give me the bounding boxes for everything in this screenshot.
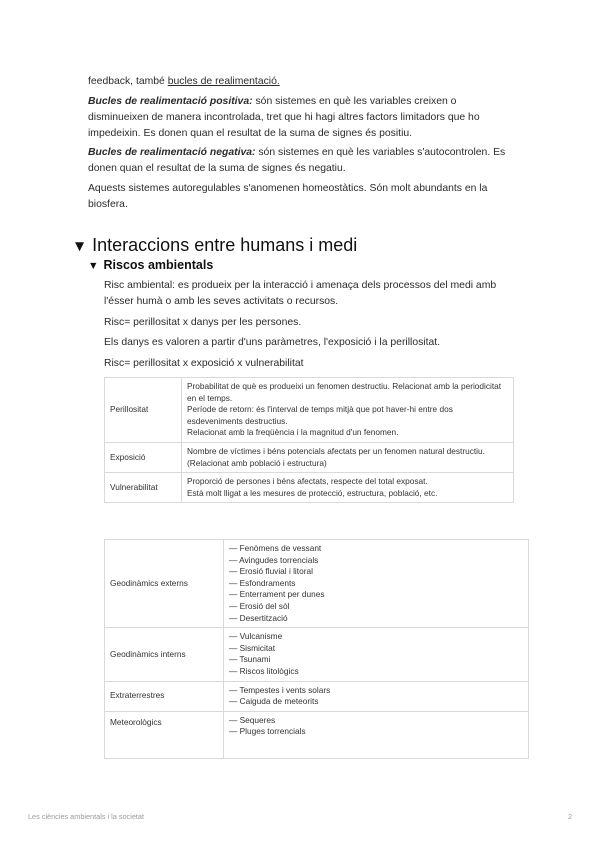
description-line: Probabilitat de què es produeixi un fenomen destructiu. Relacionat amb la periodicitat en el temps. [187, 381, 502, 403]
list-item: — Avingudes torrencials [229, 554, 319, 565]
description-line: Proporció de persones i béns afectats, respecte del total exposat. [187, 476, 428, 487]
table-cell-label: Geodinàmics externs [105, 540, 224, 628]
footer-page-number: 2 [567, 812, 572, 821]
description-line: (Relacionat amb població i estructura) [187, 457, 327, 468]
list-item: — Tempestes i vents solars [229, 684, 331, 695]
intro-line-text: feedback, també [88, 76, 168, 87]
table-cell-description [182, 473, 514, 503]
table-cell-label: Exposició [105, 442, 182, 472]
feedback-loops-link[interactable]: bucles de realimentació. [167, 76, 280, 87]
collapse-triangle-icon[interactable]: ▼ [88, 260, 99, 272]
description-line: Nombre de víctimes i béns potencials afectats per un fenomen natural destructiu. [187, 445, 485, 456]
table-row [105, 540, 529, 628]
list-item: — Vulcanisme [229, 631, 283, 642]
risk-definition-paragraph: Risc ambiental: es produeix per la interacció i amenaça dels processos del medi amb l'ésser humà o amb les seves activitats o recursos. [104, 280, 497, 307]
list-item: — Tsunami [229, 654, 271, 665]
list-item: — Sequeres [229, 714, 276, 725]
list-item: — Erosió fluvial i litoral [229, 566, 313, 577]
section-title: Interaccions entre humans i medi [92, 235, 358, 255]
subsection-title: Riscos ambientals [103, 258, 214, 272]
table-cell-label: Geodinàmics interns [105, 628, 224, 681]
damage-parameters-paragraph: Els danys es valoren a partir d'uns paràmetres, l'exposició i la perillositat. [104, 337, 441, 348]
table-row [105, 378, 514, 443]
list-item: — Esfondraments [229, 577, 296, 588]
intro-line [88, 74, 513, 90]
table-row [105, 442, 514, 472]
table-cell-label: Perillositat [105, 378, 182, 443]
list-item: — Desertització [229, 612, 288, 623]
homeostatic-paragraph: Aquests sistemes autoregulables s'anomenen homeostàtics. Són molt abundants en la biosfera. [88, 183, 488, 210]
table-cell-items [224, 540, 529, 628]
list-item: — Enterrament per dunes [229, 589, 325, 600]
description-line: Relacionat amb la freqüència i la magnitud d'un fenomen. [187, 427, 399, 438]
negative-feedback-paragraph [88, 145, 520, 177]
table-cell-label: Vulnerabilitat [105, 473, 182, 503]
table-row [105, 711, 529, 758]
positive-feedback-definition: són sistemes en què les variables creixen o disminueixen de manera incontrolada, tret que hi hagi altres factors limitadors que ho impedeixin. Es donen quan el resultat de la suma de signes és positiu. [88, 96, 480, 139]
positive-feedback-term: Bucles de realimentació positiva: [88, 96, 253, 107]
list-item: — Sismicitat [229, 642, 276, 653]
description-line: Període de retorn: és l'interval de temps mitjà que pot haver-hi entre dos esdeveniments destructius. [187, 404, 453, 426]
table-cell-items [224, 711, 529, 758]
table-cell-items [224, 628, 529, 681]
list-item: — Erosió del sòl [229, 600, 290, 611]
table-row [105, 628, 529, 681]
negative-feedback-term: Bucles de realimentació negativa: [88, 147, 256, 158]
list-item: — Riscos litològics [229, 665, 299, 676]
positive-feedback-paragraph [88, 94, 513, 142]
list-item: — Fenòmens de vessant [229, 543, 322, 553]
collapse-triangle-icon[interactable]: ▼ [72, 238, 88, 255]
section-heading[interactable] [72, 235, 357, 256]
list-item: — Caiguda de meteorits [229, 696, 319, 707]
negative-feedback-definition: són sistemes en què les variables s'autocontrolen. Es donen quan el resultat de la suma de signes és negatiu. [88, 147, 506, 174]
table-row [105, 681, 529, 711]
table-cell-description [182, 378, 514, 443]
table-cell-description [182, 442, 514, 472]
list-item: — Pluges torrencials [229, 726, 306, 737]
description-line: Està molt lligat a les mesures de protecció, estructura, població, etc. [187, 487, 438, 498]
subsection-heading[interactable] [88, 258, 213, 272]
risk-formula-1: Risc= perillositat x danys per les persones. [104, 317, 302, 328]
risk-formula-2: Risc= perillositat x exposició x vulnerabilitat [104, 358, 304, 369]
table-row [105, 473, 514, 503]
footer-document-title: Les ciències ambientals i la societat [28, 812, 144, 821]
table-cell-label: Extraterrestres [105, 681, 224, 711]
table-cell-label: Meteorològics [105, 711, 224, 758]
risk-types-table [104, 539, 529, 759]
risk-factors-table [104, 377, 514, 503]
table-cell-items [224, 681, 529, 711]
